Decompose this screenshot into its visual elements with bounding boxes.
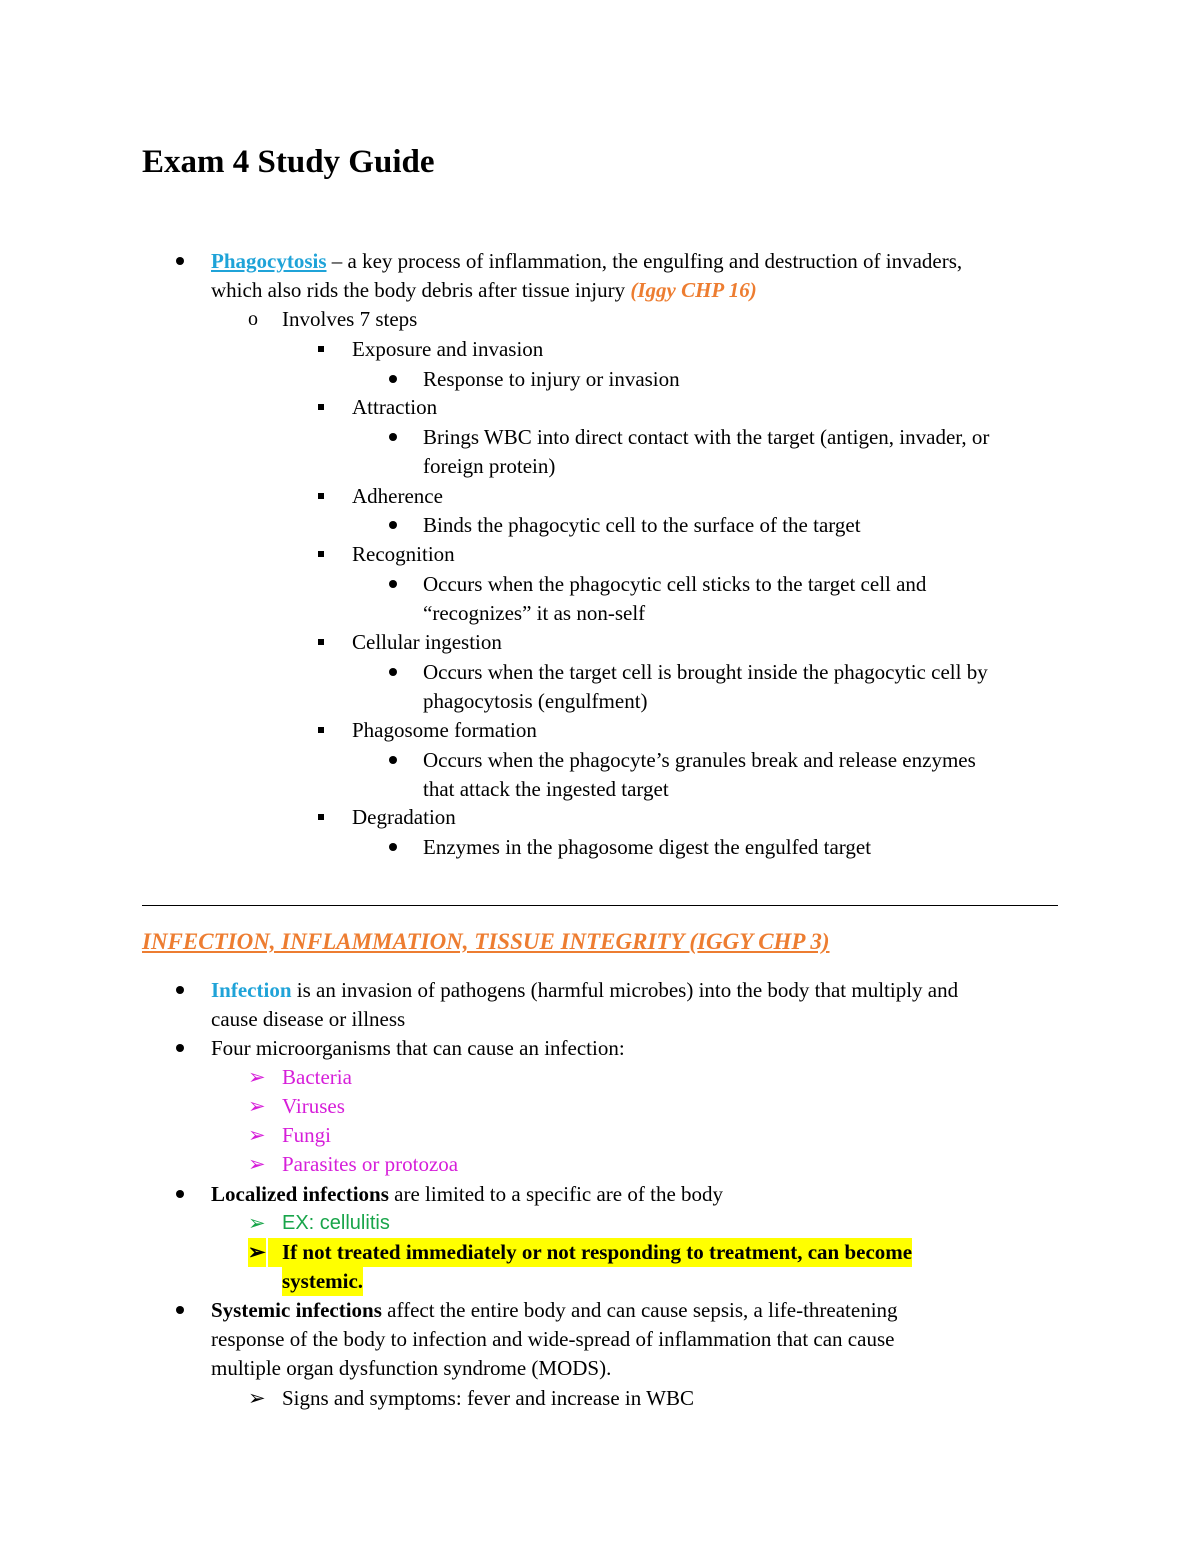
microorganism-item: Viruses <box>282 1094 345 1118</box>
horizontal-rule <box>142 905 1058 906</box>
step-name: Recognition <box>352 542 455 566</box>
square-bullet <box>318 551 324 557</box>
arrow-bullet-icon: ➢ <box>248 1065 266 1089</box>
bullet-dot <box>389 375 397 383</box>
systemic-line-2: response of the body to infection and wide-spread of inflammation that can cause <box>211 1327 895 1351</box>
bullet-dot <box>389 580 397 588</box>
microorganism-item: Bacteria <box>282 1065 352 1089</box>
step-name: Attraction <box>352 395 438 419</box>
section-heading: INFECTION, INFLAMMATION, TISSUE INTEGRITY (IGGY CHP 3) <box>142 929 830 954</box>
arrow-bullet-icon: ➢ <box>248 1386 266 1410</box>
steps-intro: Involves 7 steps <box>282 307 418 331</box>
localized-example: EX: cellulitis <box>282 1212 390 1234</box>
arrow-bullet-icon: ➢ <box>248 1211 266 1235</box>
step-detail: Brings WBC into direct contact with the target (antigen, invader, or <box>423 425 990 449</box>
systemic-signs: Signs and symptoms: fever and increase in WBC <box>282 1386 694 1410</box>
page-title: Exam 4 Study Guide <box>142 144 435 180</box>
step-name: Cellular ingestion <box>352 630 502 654</box>
systemic-definition: affect the entire body and can cause sepsis, a life-threatening <box>381 1298 898 1322</box>
step-name: Exposure and invasion <box>352 337 544 361</box>
square-bullet <box>318 814 324 820</box>
localized-line <box>211 1180 723 1209</box>
infection-line-1 <box>211 976 958 1005</box>
square-bullet <box>318 346 324 352</box>
arrow-bullet-icon: ➢ <box>248 1152 266 1176</box>
bullet-dot <box>389 756 397 764</box>
square-bullet <box>318 639 324 645</box>
localized-warning-cont: systemic. <box>282 1267 363 1296</box>
phagocytosis-line-2 <box>211 276 757 305</box>
systemic-line-3: multiple organ dysfunction syndrome (MODS). <box>211 1356 612 1380</box>
square-bullet <box>318 404 324 410</box>
sub-bullet-circle: o <box>248 308 258 330</box>
step-name: Phagosome formation <box>352 718 537 742</box>
bullet-dot <box>176 1044 184 1052</box>
localized-definition: are limited to a specific are of the body <box>388 1182 724 1206</box>
microorganism-item: Parasites or protozoa <box>282 1152 459 1176</box>
step-detail: Occurs when the phagocyte’s granules break and release enzymes <box>423 748 976 772</box>
step-name: Degradation <box>352 805 456 829</box>
arrow-bullet-icon: ➢ <box>248 1094 266 1118</box>
systemic-term: Systemic infections <box>211 1298 382 1322</box>
bullet-dot <box>176 257 184 265</box>
localized-term: Localized infections <box>211 1182 389 1206</box>
phagocytosis-definition: – a key process of inflammation, the engulfing and destruction of invaders, <box>326 249 963 273</box>
step-detail: Binds the phagocytic cell to the surface of the target <box>423 513 861 537</box>
bullet-dot <box>389 668 397 676</box>
step-detail: Response to injury or invasion <box>423 367 680 391</box>
square-bullet <box>318 727 324 733</box>
phagocytosis-link[interactable]: Phagocytosis <box>211 249 327 273</box>
step-detail: Occurs when the target cell is brought inside the phagocytic cell by <box>423 660 988 684</box>
localized-warning: If not treated immediately or not responding to treatment, can become <box>268 1238 912 1267</box>
systemic-line-1 <box>211 1296 898 1325</box>
infection-definition: is an invasion of pathogens (harmful microbes) into the body that multiply and <box>291 978 959 1002</box>
bullet-dot <box>389 433 397 441</box>
bullet-dot <box>389 843 397 851</box>
step-detail: Enzymes in the phagosome digest the engulfed target <box>423 835 872 859</box>
arrow-bullet-icon: ➢ <box>248 1238 266 1267</box>
phagocytosis-definition-cont: which also rids the body debris after tissue injury <box>211 278 631 302</box>
arrow-bullet-icon: ➢ <box>248 1123 266 1147</box>
infection-line-2: cause disease or illness <box>211 1007 406 1031</box>
step-detail: foreign protein) <box>423 454 556 478</box>
square-bullet <box>318 493 324 499</box>
bullet-dot <box>176 1306 184 1314</box>
step-detail: that attack the ingested target <box>423 777 669 801</box>
step-name: Adherence <box>352 484 443 508</box>
infection-term: Infection <box>211 978 292 1002</box>
bullet-dot <box>176 1190 184 1198</box>
bullet-dot <box>176 986 184 994</box>
phagocytosis-reference: (Iggy CHP 16) <box>630 278 757 302</box>
microorganisms-label: Four microorganisms that can cause an infection: <box>211 1036 625 1060</box>
step-detail: “recognizes” it as non-self <box>423 601 646 625</box>
phagocytosis-line-1 <box>211 247 962 276</box>
step-detail: phagocytosis (engulfment) <box>423 689 648 713</box>
bullet-dot <box>389 521 397 529</box>
microorganism-item: Fungi <box>282 1123 332 1147</box>
step-detail: Occurs when the phagocytic cell sticks to the target cell and <box>423 572 927 596</box>
